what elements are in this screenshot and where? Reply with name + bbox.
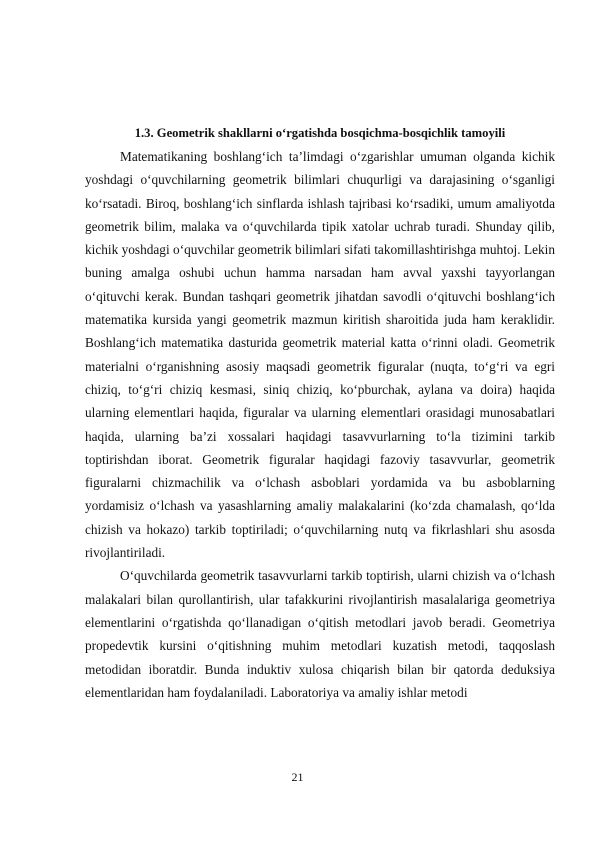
section-heading: 1.3. Geometrik shakllarni o‘rgatishda bosqichma-bosqichlik tamoyili xyxy=(134,126,506,140)
paragraph-1: Matematikaning boshlang‘ich ta’limdagi o‘zgarishlar umuman olganda kichik yoshdagi o‘quvchilarning geometrik bilimlari chuqurligi va darajasining o‘sganligi ko‘rsatadi. Biroq, boshlang‘ich sinflarda ishlash tajribasi ko‘rsadiki, umum amaliyotda geometrik bilim, malaka va o‘quvchilarda tipik xatolar uchrab turadi. Shunday qilib, kichik yoshdagi o‘quvchilar geometrik bilimlari sifati takomillashtirishga muhtoj. Lekin buning amalga oshubi uchun hamma narsadan ham avval yaxshi tayyorlangan o‘qituvchi kerak. Bundan tashqari geometrik jihatdan savodli o‘qituvchi boshlang‘ich matematika kursida yangi geometrik mazmun kiritish sharoitida juda ham keraklidir. Boshlang‘ich matematika dasturida geometrik material katta o‘rinni oladi. Geometrik materialni o‘rganishning asosiy maqsadi geometrik figuralar (nuqta, to‘g‘ri va egri chiziq, to‘g‘ri chiziq kesmasi, siniq chiziq, ko‘pburchak, aylana va doira) haqida ularning elementlari haqida, figuralar va ularning elementlari orasidagi munosabatlari haqida, ularning ba’zi xossalari haqidagi tasavvurlarning to‘la tizimini tarkib toptirishdan iborat. Geometrik figuralar haqidagi fazoviy tasavvurlar, geometrik figuralarni chizmachilik va o‘lchash asboblari yordamida va bu asboblarning yordamisiz o‘lchash va yasashlarning amaliy malakalarini (ko‘zda chamalash, qo‘lda chizish va hokazo) tarkib toptiriladi; o‘quvchilarning nutq va fikrlashlari shu asosda rivojlantiriladi. xyxy=(85,149,555,561)
paragraph-2: O‘quvchilarda geometrik tasavvurlarni tarkib toptirish, ularni chizish va o‘lchash malakalari bilan qurollantirish, ular tafakkurini rivojlantirish masalalariga geometriya elementlarini o‘rgatishda qo‘llanadigan o‘qitish metodlari javob beradi. Geometriya propedevtik kursini o‘qitishning muhim metodlari kuzatish metodi, taqqoslash metodidan iboratdir. Bunda induktiv xulosa chiqarish bilan bir qatorda deduksiya elementlaridan ham foydalaniladi. Laboratoriya va amaliy ishlar metodi xyxy=(85,568,555,700)
page-number: 21 xyxy=(291,770,304,784)
page-content xyxy=(85,124,555,704)
